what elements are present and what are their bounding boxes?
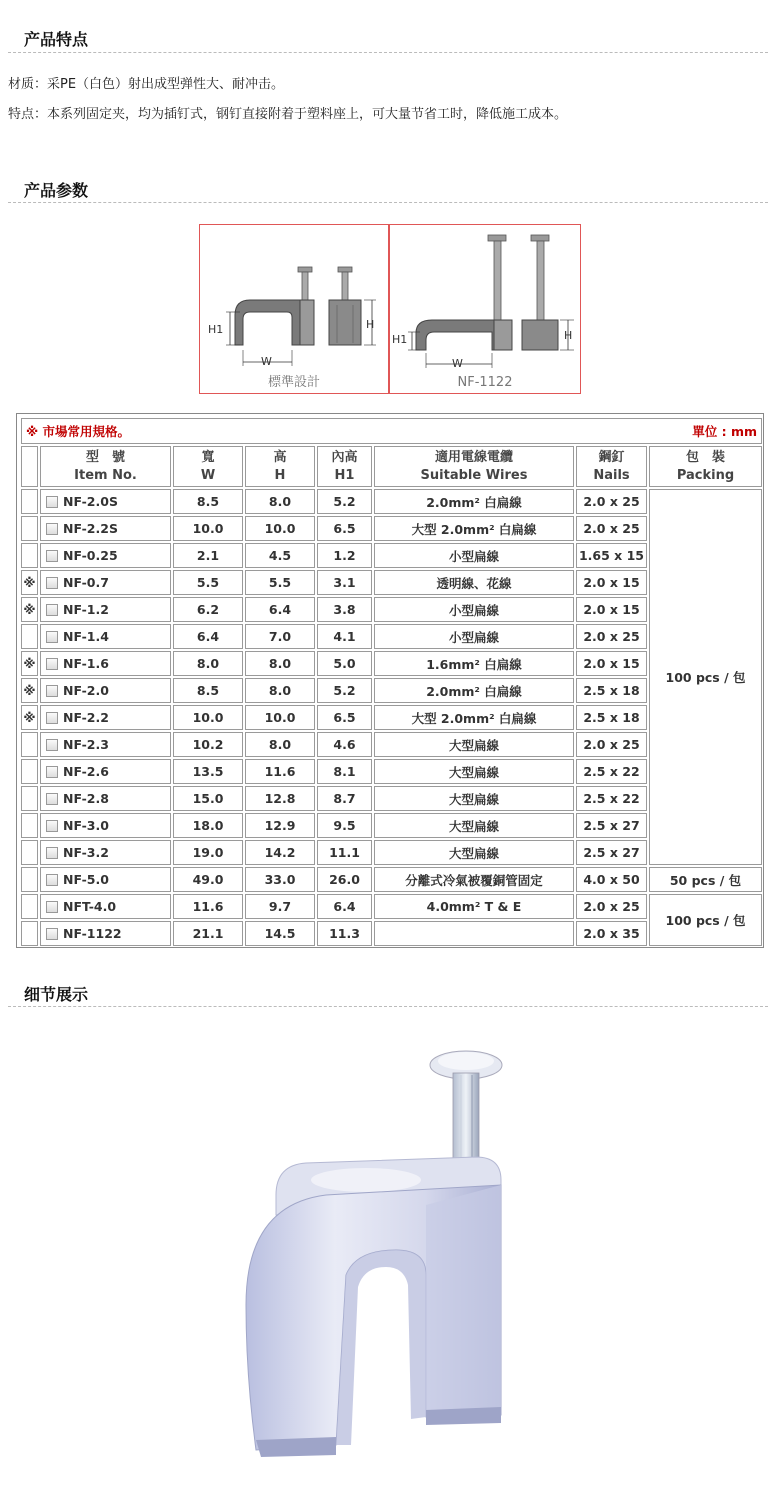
item-cell [40,786,171,811]
table-header-row [21,446,762,487]
unit-label: 單位 : mm [692,424,758,439]
dim-h1-label: H1 [208,323,224,336]
nails-cell: 2.5 x 22 [576,786,647,811]
row-checkbox[interactable] [46,631,58,643]
width-cell: 10.0 [173,705,243,730]
height-cell: 33.0 [245,867,315,892]
mark-cell [21,786,38,811]
nails-cell: 2.0 x 15 [576,597,647,622]
wire-cell: 4.0mm² T & E [374,894,574,919]
width-cell: 8.5 [173,678,243,703]
row-checkbox[interactable] [46,847,58,859]
nf1122-clip-drawing [390,225,580,393]
row-checkbox[interactable] [46,793,58,805]
header-item: 型 號 Item No. [40,446,171,487]
width-cell: 8.5 [173,489,243,514]
inner-height-cell: 4.1 [317,624,372,649]
wire-cell: 大型扁線 [374,759,574,784]
item-number: NF-1.4 [63,629,109,644]
inner-height-cell: 3.8 [317,597,372,622]
wire-cell: 大型扁線 [374,786,574,811]
height-cell: 7.0 [245,624,315,649]
dim-h-label: H [366,318,375,331]
item-cell [40,813,171,838]
width-cell: 5.5 [173,570,243,595]
spec-table [19,416,764,948]
wire-cell: 2.0mm² 白扁線 [374,489,574,514]
height-cell: 9.7 [245,894,315,919]
nails-cell: 2.5 x 22 [576,759,647,784]
header-wire: 適用電線電纜 Suitable Wires [374,446,574,487]
width-cell: 10.0 [173,516,243,541]
wire-cell: 分離式冷氣被覆銅管固定 [374,867,574,892]
item-number: NF-0.25 [63,548,118,563]
nails-cell: 4.0 x 50 [576,867,647,892]
height-cell: 12.9 [245,813,315,838]
row-checkbox[interactable] [46,550,58,562]
row-checkbox[interactable] [46,820,58,832]
standard-clip-drawing [200,225,388,393]
wire-cell: 大型扁線 [374,813,574,838]
inner-height-cell: 11.1 [317,840,372,865]
table-row [21,894,762,919]
wire-cell: 1.6mm² 白扁線 [374,651,574,676]
mark-cell [21,840,38,865]
nails-cell: 2.5 x 18 [576,705,647,730]
row-checkbox[interactable] [46,712,58,724]
mark-cell [21,867,38,892]
row-checkbox[interactable] [46,685,58,697]
wire-cell: 小型扁線 [374,624,574,649]
nails-cell: 2.0 x 35 [576,921,647,946]
section-divider [8,1006,768,1007]
item-number: NF-1122 [63,926,122,941]
mark-cell [21,516,38,541]
inner-height-cell: 8.1 [317,759,372,784]
item-cell [40,651,171,676]
row-checkbox[interactable] [46,496,58,508]
standard-design-panel [199,224,389,394]
height-cell: 11.6 [245,759,315,784]
inner-height-cell: 9.5 [317,813,372,838]
width-cell: 6.4 [173,624,243,649]
market-spec-note: ※ 市場常用規格。 [26,424,131,439]
width-cell: 11.6 [173,894,243,919]
inner-height-cell: 11.3 [317,921,372,946]
width-cell: 15.0 [173,786,243,811]
item-cell [40,759,171,784]
height-cell: 10.0 [245,705,315,730]
item-cell [40,921,171,946]
width-cell: 19.0 [173,840,243,865]
clip-dimension-diagram [199,224,582,394]
header-packing: 包 裝 Packing [649,446,762,487]
dim-w-label: W [261,355,272,368]
inner-height-cell: 5.2 [317,678,372,703]
item-number: NF-3.2 [63,845,109,860]
height-cell: 8.0 [245,489,315,514]
item-cell [40,570,171,595]
wire-cell: 透明線、花線 [374,570,574,595]
inner-height-cell: 5.2 [317,489,372,514]
item-cell [40,840,171,865]
nf1122-panel [389,224,581,394]
item-number: NF-2.2S [63,521,118,536]
header-inner-height: 內高 H1 [317,446,372,487]
inner-height-cell: 26.0 [317,867,372,892]
inner-height-cell: 6.4 [317,894,372,919]
dim-h1-label: H1 [392,333,408,346]
mark-cell [21,732,38,757]
mark-cell [21,759,38,784]
item-cell [40,516,171,541]
row-checkbox[interactable] [46,658,58,670]
row-checkbox[interactable] [46,766,58,778]
nails-cell: 2.0 x 15 [576,570,647,595]
mark-cell: ※ [21,651,38,676]
standard-design-caption: 標準設計 [267,375,321,390]
height-cell: 8.0 [245,678,315,703]
row-checkbox[interactable] [46,604,58,616]
item-cell [40,543,171,568]
inner-height-cell: 6.5 [317,516,372,541]
header-nails: 鋼釘 Nails [576,446,647,487]
inner-height-cell: 8.7 [317,786,372,811]
nails-cell: 2.0 x 25 [576,732,647,757]
nails-cell: 2.5 x 27 [576,813,647,838]
item-cell [40,678,171,703]
item-number: NF-0.7 [63,575,109,590]
row-checkbox[interactable] [46,874,58,886]
item-cell [40,597,171,622]
wire-cell: 大型扁線 [374,840,574,865]
features-title: 产品特点 [24,30,89,49]
width-cell: 13.5 [173,759,243,784]
section-divider [8,52,768,53]
inner-height-cell: 1.2 [317,543,372,568]
mark-cell [21,813,38,838]
item-number: NF-2.8 [63,791,109,806]
spec-table-container [16,413,764,948]
inner-height-cell: 5.0 [317,651,372,676]
wire-cell: 大型 2.0mm² 白扁線 [374,516,574,541]
clip-product-image [236,1045,526,1465]
width-cell: 49.0 [173,867,243,892]
height-cell: 6.4 [245,597,315,622]
mark-cell: ※ [21,678,38,703]
item-number: NF-2.0S [63,494,118,509]
width-cell: 18.0 [173,813,243,838]
width-cell: 2.1 [173,543,243,568]
wire-cell: 小型扁線 [374,543,574,568]
item-number: NFT-4.0 [63,899,117,914]
height-cell: 8.0 [245,732,315,757]
item-number: NF-5.0 [63,872,109,887]
item-number: NF-2.6 [63,764,109,779]
mark-cell: ※ [21,570,38,595]
item-cell [40,732,171,757]
wire-cell: 大型扁線 [374,732,574,757]
nails-cell: 2.0 x 25 [576,624,647,649]
item-cell [40,894,171,919]
item-number: NF-2.3 [63,737,109,752]
table-row [21,867,762,892]
nails-cell: 2.0 x 15 [576,651,647,676]
item-cell [40,489,171,514]
mark-cell: ※ [21,705,38,730]
item-number: NF-3.0 [63,818,109,833]
row-checkbox[interactable] [46,928,58,940]
header-width: 寬 W [173,446,243,487]
width-cell: 6.2 [173,597,243,622]
item-number: NF-1.6 [63,656,109,671]
nails-cell: 2.5 x 18 [576,678,647,703]
dim-w-label: W [452,357,463,370]
row-checkbox[interactable] [46,739,58,751]
mark-cell [21,489,38,514]
wire-cell: 大型 2.0mm² 白扁線 [374,705,574,730]
packing-cell: 100 pcs / 包 [649,894,762,946]
wire-cell: 2.0mm² 白扁線 [374,678,574,703]
item-cell [40,867,171,892]
item-cell [40,624,171,649]
nails-cell: 2.0 x 25 [576,894,647,919]
height-cell: 14.5 [245,921,315,946]
width-cell: 10.2 [173,732,243,757]
table-note-row [21,418,762,444]
item-number: NF-2.0 [63,683,109,698]
section-divider [8,202,768,203]
width-cell: 21.1 [173,921,243,946]
item-number: NF-2.2 [63,710,109,725]
feature-text: 特点：本系列固定夹，均为插钉式，钢钉直接附着于塑料座上，可大量节省工时，降低施工成本。 [8,107,568,122]
nails-cell: 1.65 x 15 [576,543,647,568]
mark-cell [21,543,38,568]
row-checkbox[interactable] [46,577,58,589]
height-cell: 10.0 [245,516,315,541]
height-cell: 4.5 [245,543,315,568]
item-number: NF-1.2 [63,602,109,617]
mark-cell [21,894,38,919]
height-cell: 12.8 [245,786,315,811]
nf1122-caption: NF-1122 [457,375,513,390]
mark-cell [21,921,38,946]
nails-cell: 2.0 x 25 [576,516,647,541]
wire-cell [374,921,574,946]
row-checkbox[interactable] [46,901,58,913]
packing-cell: 50 pcs / 包 [649,867,762,892]
mark-cell [21,624,38,649]
wire-cell: 小型扁線 [374,597,574,622]
item-cell [40,705,171,730]
material-text: 材质：采PE（白色）射出成型弹性大、耐冲击。 [8,77,285,92]
width-cell: 8.0 [173,651,243,676]
header-height: 高 H [245,446,315,487]
inner-height-cell: 6.5 [317,705,372,730]
details-title: 细节展示 [24,985,89,1004]
params-title: 产品参数 [24,181,89,200]
inner-height-cell: 4.6 [317,732,372,757]
inner-height-cell: 3.1 [317,570,372,595]
dim-h-label: H [564,329,573,342]
row-checkbox[interactable] [46,523,58,535]
table-row [21,489,762,514]
height-cell: 5.5 [245,570,315,595]
nails-cell: 2.5 x 27 [576,840,647,865]
mark-cell: ※ [21,597,38,622]
nails-cell: 2.0 x 25 [576,489,647,514]
height-cell: 14.2 [245,840,315,865]
packing-cell: 100 pcs / 包 [649,489,762,865]
header-mark [21,446,38,487]
height-cell: 8.0 [245,651,315,676]
